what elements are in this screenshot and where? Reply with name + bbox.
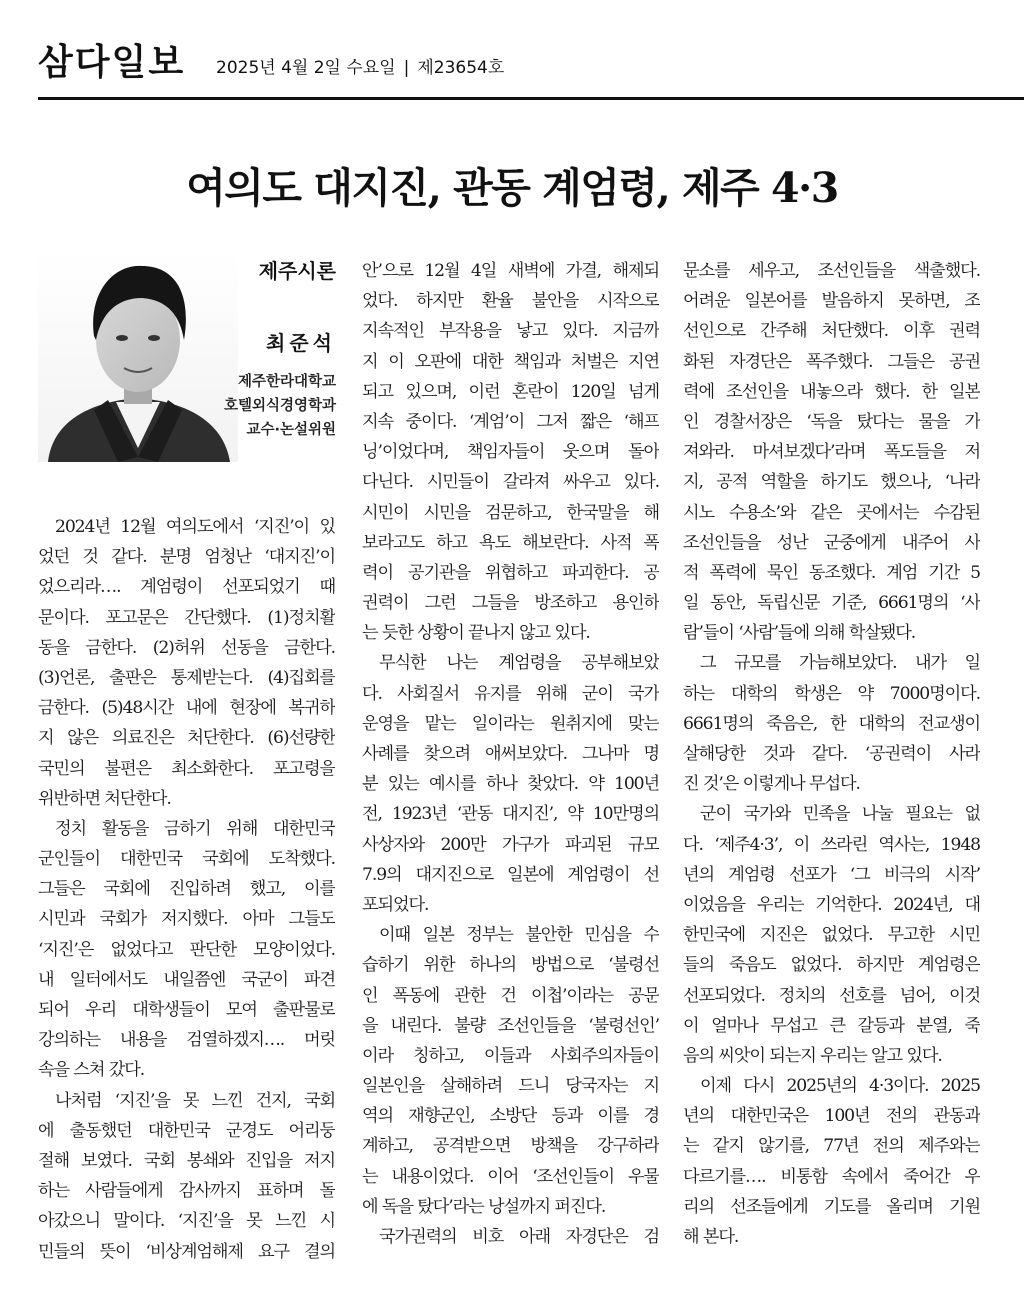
article-line: 이었음을 우리는 기억한다. 2024년, 대	[683, 894, 980, 915]
article-line: 나처럼 ‘지진’을 못 느낀 건지, 국회	[55, 1090, 335, 1111]
article-line: 지, 공적 역할을 하기도 했으나, ‘나라	[683, 472, 980, 493]
article-line: 7.9의 대지진으로 일본에 계엄령이 선	[362, 864, 659, 885]
article-line: 인 폭동에 관한 건 이첩’이라는 공문	[362, 985, 659, 1006]
article-line: 포되었다.	[362, 894, 429, 915]
article-line: 문소를 세우고, 조선인들을 색출했다.	[683, 261, 980, 281]
article-line: 운영을 맡는 일이라는 원취지에 맞는	[362, 713, 659, 734]
article-line: 다. ‘제주4·3’, 이 쓰라린 역사는, 1948	[683, 834, 980, 855]
author-affiliation-1: 제주한라대학교	[237, 374, 336, 390]
article-line: 에 출동했던 대한민국 군경도 어리둥	[38, 1120, 335, 1141]
article-line: (3)언론, 출판은 통제받는다. (4)집회를	[38, 667, 335, 688]
article-line: 그들은 국회에 진입하려 했고, 이를	[38, 879, 335, 900]
article-line: 하는 대학의 학생은 약 7000명이다.	[683, 683, 980, 704]
article-line: 살해당한 것과 같다. ‘공권력이 사라	[683, 744, 980, 764]
article-line: 져와라. 마셔보겠다’라며 폭도들을 저	[683, 442, 980, 463]
byline	[200, 256, 336, 442]
article-line: 6661명의 죽음은, 한 대학의 전교생이	[683, 713, 980, 734]
article-line: 금한다. (5)48시간 내에 현장에 복귀하	[38, 698, 335, 719]
article-line: 국민의 불편은 최소화한다. 포고령을	[38, 758, 335, 779]
column-name: 제주시론	[258, 259, 336, 283]
article-line: 력에 조선인을 내놓으라 했다. 한 일본	[683, 381, 980, 402]
article-line: 해 본다.	[683, 1227, 739, 1247]
article-line: 다닌다. 시민들이 갈라져 싸우고 있다.	[362, 472, 659, 493]
article-line: 분 있는 예시를 하나 찾았다. 약 100년	[362, 774, 659, 795]
article-line: 시민과 국회가 저지했다. 아마 그들도	[38, 909, 335, 930]
article-line: 에 독을 탔다’라는 낭설까지 퍼진다.	[362, 1196, 606, 1217]
article-line: 일 동안, 독립신문 기준, 6661명의 ‘사	[683, 593, 980, 614]
article-line: 문이다. 포고문은 간단했다. (1)정치활	[38, 607, 335, 628]
article-column-2	[362, 256, 659, 1252]
article-line: ‘지진’은 없었다고 판단한 모양이었다.	[38, 939, 335, 960]
article-line: 리의 선조들에게 기도를 올리며 기원	[683, 1196, 980, 1217]
article-line: 지속적인 부작용을 낳고 있다. 지금까	[362, 321, 659, 342]
article-line: 었으리라…. 계엄령이 선포되었기 때	[38, 577, 335, 598]
article-line: 절해 보였다. 국회 봉쇄와 진입을 저지	[38, 1150, 335, 1171]
article-line: 국가권력의 비호 아래 자경단은 검	[379, 1227, 659, 1247]
article-line: 람’들이 ‘사람’들에 의해 학살됐다.	[683, 623, 916, 644]
issue-date: 2025년 4월 2일 수요일	[216, 58, 396, 78]
article-line: 강의하는 내용을 검열하겠지…. 머릿	[38, 1030, 335, 1051]
article-line: 권력이 그런 그들을 방조하고 용인하	[362, 593, 659, 614]
article-line: 민들의 뜻이 ‘비상계엄해제 요구 결의	[38, 1241, 335, 1262]
article-line: 하는 사람들에게 감사까지 표하며 돌	[38, 1181, 335, 1202]
article-line: 동을 금한다. (2)허위 선동을 금한다.	[38, 637, 335, 658]
article-line: 을 내린다. 불량 조선인들을 ‘불령선인’	[362, 1015, 659, 1036]
article-line: 2024년 12월 여의도에서 ‘지진’이 있	[55, 517, 335, 537]
article-line: 계하고, 공격받으면 방책을 강구하라	[362, 1136, 659, 1157]
article-line: 었다. 하지만 환율 불안을 시작으로	[362, 291, 659, 312]
article-line: 전, 1923년 ‘관동 대지진’, 약 10만명의	[362, 804, 659, 825]
article-line: 보라고도 하고 욕도 해보란다. 사적 폭	[362, 532, 659, 553]
article-line: 조선인들을 성난 군중에게 내주어 사	[683, 532, 980, 553]
masthead-rule	[38, 97, 1024, 100]
article-line: 군이 국가와 민족을 나눌 필요는 없	[700, 804, 980, 825]
author-name: 최준석	[266, 331, 336, 355]
dateline	[216, 56, 504, 80]
article-headline: 여의도 대지진, 관동 계엄령, 제주 4·3	[186, 164, 838, 212]
article-line: 이 얼마나 무섭고 큰 갈등과 분열, 죽	[683, 1015, 980, 1036]
article-line: 음의 씨앗이 되는지 우리는 알고 있다.	[683, 1045, 942, 1066]
article-line: 습하기 위한 하나의 방법으로 ‘불령선	[362, 955, 659, 976]
masthead	[0, 0, 1024, 100]
article-line: 그 규모를 가늠해보았다. 내가 일	[700, 653, 980, 674]
article-line: 년의 대한민국은 100년 전의 관동과	[683, 1106, 980, 1127]
article-line: 지 않은 의료진은 처단한다. (6)선량한	[38, 728, 335, 749]
article-line: 적 폭력에 묵인 동조했다. 계엄 기간 5	[683, 562, 980, 583]
issue-number: 제23654호	[417, 58, 505, 78]
article-line: 이제 다시 2025년의 4·3이다. 2025	[700, 1076, 980, 1097]
article-line: 시노 수용소’와 같은 곳에서는 수감된	[683, 502, 980, 523]
article-line: 이라 칭하고, 이들과 사회주의자들이	[362, 1045, 659, 1066]
article-line: 인 경찰서장은 ‘독을 탔다는 물을 가	[683, 411, 980, 432]
article-line: 닝’이었다며, 책임자들이 웃으며 돌아	[362, 442, 659, 463]
article-line: 사상자와 200만 가구가 파괴된 규모	[362, 834, 659, 855]
article-line: 군인들이 대한민국 국회에 도착했다.	[38, 849, 335, 870]
article-line: 되어 우리 대학생들이 모여 출판물로	[38, 1000, 335, 1020]
article-line: 년의 계엄령 선포가 ‘그 비극의 시작’	[683, 864, 980, 885]
article-line: 는 같지 않기를, 77년 전의 제주와는	[683, 1136, 980, 1157]
article-line: 무식한 나는 계엄령을 공부해보았	[379, 653, 659, 674]
article-line: 지 이 오판에 대한 책임과 처벌은 지연	[362, 351, 659, 372]
article-line: 화된 자경단은 폭주했다. 그들은 공권	[683, 351, 980, 372]
article-line: 다. 사회질서 유지를 위해 군이 국가	[362, 683, 659, 704]
article-line: 이때 일본 정부는 불안한 민심을 수	[379, 925, 659, 946]
author-affiliation-2: 호텔외식경영학과	[223, 398, 336, 414]
article-line: 지속 중이다. ‘계엄’이 그저 짧은 ‘해프	[362, 411, 659, 432]
article-column-1	[38, 512, 335, 1267]
article-line: 어려운 일본어를 발음하지 못하면, 조	[683, 291, 980, 312]
newspaper-logo[interactable]: 삼다일보	[38, 42, 186, 83]
article-line: 내 일터에서도 내일쯤엔 국군이 파견	[38, 969, 335, 990]
article-line: 사례를 찾으려 애써보았다. 그나마 명	[362, 744, 659, 764]
article-line: 다르기를…. 비통함 속에서 죽어간 우	[683, 1166, 980, 1187]
article-line: 력이 공기관을 위협하고 파괴한다. 공	[362, 562, 659, 583]
article-line: 속을 스쳐 갔다.	[38, 1060, 145, 1081]
article-line: 진 것’은 이렇게나 무섭다.	[683, 774, 860, 795]
article-line: 위반하면 처단한다.	[38, 788, 171, 809]
author-affiliation-3: 교수·논설위원	[246, 422, 336, 438]
article-line: 역의 재향군인, 소방단 등과 이를 경	[362, 1106, 659, 1127]
article-line: 는 내용이었다. 이어 ‘조선인들이 우물	[362, 1166, 659, 1187]
article-line: 아갔으니 말이다. ‘지진’을 못 느낀 시	[38, 1211, 335, 1232]
article-line: 선인으로 간주해 처단했다. 이후 권력	[683, 321, 980, 342]
article-line: 선포되었다. 정치의 선호를 넘어, 이것	[683, 985, 980, 1006]
dateline-separator: |	[403, 58, 410, 78]
article-line: 었던 것 같다. 분명 엄청난 ‘대지진’이	[38, 547, 335, 568]
article-line: 들의 죽음도 없었다. 하지만 계엄령은	[683, 955, 980, 976]
article-line: 는 듯한 상황이 끝나지 않고 있다.	[362, 623, 590, 644]
article-line: 한민국에 지진은 없었다. 무고한 시민	[683, 925, 980, 946]
article-line: 되고 있으며, 이런 혼란이 120일 넘게	[362, 381, 659, 402]
article-line: 정치 활동을 금하기 위해 대한민국	[55, 818, 335, 839]
article-line: 안’으로 12월 4일 새벽에 가결, 해제되	[362, 261, 659, 281]
article-line: 시민이 시민을 검문하고, 한국말을 해	[362, 502, 659, 523]
article-column-3	[683, 256, 980, 1252]
article-line: 일본인을 살해하려 드니 당국자는 지	[362, 1076, 659, 1097]
